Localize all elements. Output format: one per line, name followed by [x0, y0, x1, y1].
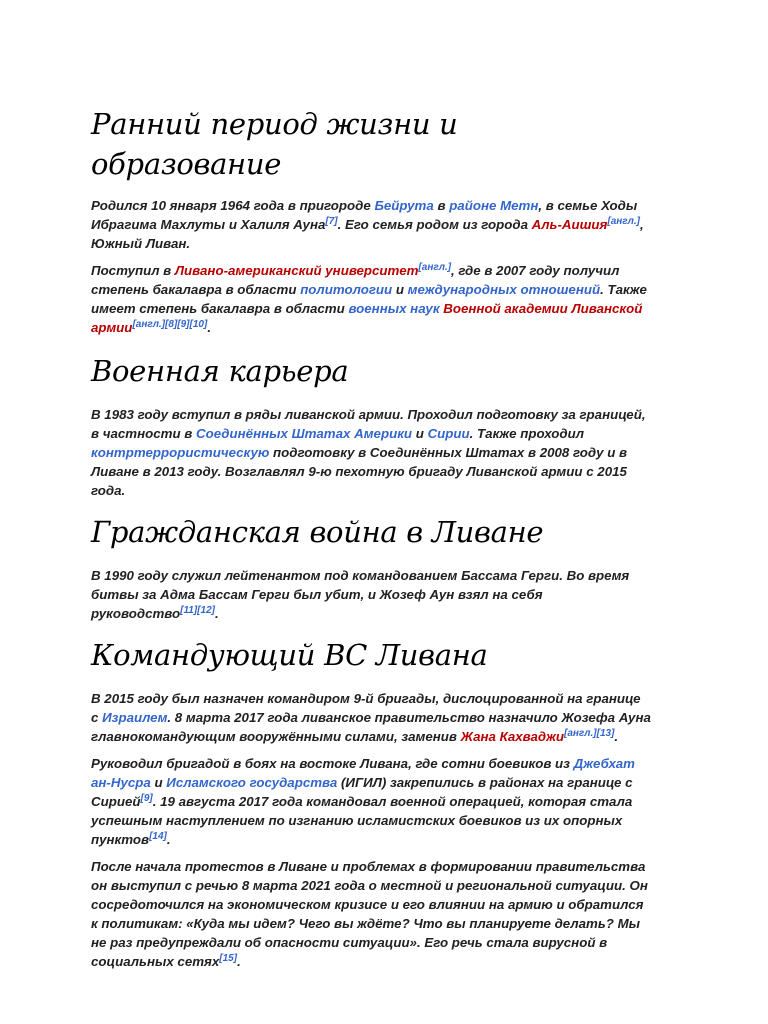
text: , где в 2007 году получил степень бакалавра в области — [91, 263, 620, 297]
text: . Также проходил — [469, 426, 585, 441]
paragraph-commander-speech — [91, 857, 651, 971]
reference-link-engl[interactable]: [англ.] — [132, 319, 166, 330]
link-international-relations[interactable]: международных отношений — [407, 282, 601, 297]
paragraph-commander-appointment — [91, 689, 651, 746]
reference-link-9[interactable]: [9] — [177, 319, 190, 330]
text: и — [392, 282, 408, 297]
reference-link-9[interactable]: [9] — [140, 793, 153, 804]
reference-link-12[interactable]: [12] — [197, 605, 215, 616]
text: Поступил в — [91, 263, 175, 278]
link-beirut[interactable]: Бейрута — [374, 198, 434, 213]
reference-link-13[interactable]: [13] — [596, 728, 615, 739]
reference — [564, 728, 614, 739]
link-israel[interactable]: Израилем — [102, 710, 168, 725]
reference-link-14[interactable]: [14] — [149, 831, 167, 842]
link-united-states[interactable]: Соединённых Штатах Америки — [196, 426, 413, 441]
text: В 2015 году был назначен командиром 9-й бригады, дислоцированной на границе с — [91, 691, 641, 725]
reference-link-15[interactable]: [15] — [219, 953, 238, 964]
text: (ИГИЛ) закрепились в районах на границе с Сирией — [91, 775, 633, 809]
text: . Также имеет степень бакалавра в области — [91, 282, 647, 316]
text: . 8 марта 2017 года ливанское правительство назначило Жозефа Ауна главнокомандующим вооружёнными силами, заменив — [91, 710, 651, 744]
text: и — [150, 775, 167, 790]
reference-link-engl[interactable]: [англ.] — [418, 262, 452, 273]
text: подготовку в Соединённых Штатах в 2008 году и в Ливане в 2013 году. Возглавлял 9-ю пехотную бригаду Ливанской армии с 2015 года. — [91, 445, 628, 498]
section-heading-civil-war: Гражданская война в Ливане — [91, 515, 544, 549]
reference — [325, 216, 337, 227]
link-lebanese-american-university[interactable]: Ливано-американский университет — [174, 263, 419, 278]
paragraph-early-life-education — [91, 261, 651, 337]
text: . — [614, 729, 619, 744]
text: Руководил бригадой в боях на востоке Ливана, где сотни боевиков из — [91, 756, 574, 771]
reference — [132, 319, 207, 330]
text: в — [433, 198, 450, 213]
reference — [418, 262, 451, 273]
text: . Его семья родом из города — [337, 217, 532, 232]
link-jabhat-al-nusra[interactable]: Джебхат ан-Нусра — [91, 756, 635, 790]
reference — [219, 953, 237, 964]
reference-link-engl[interactable]: [англ.] — [607, 216, 640, 227]
text: После начала протестов в Ливане и проблемах в формировании правительства он выступил с речью 8 марта 2021 года о местной и региональной ситуации. Он сосредоточился на экономическом кризисе и его влиянии на армию и обратился к политикам: «Куда мы идем? Чего вы ждёте? Что вы планируете делать? Мы не раз предупреждали об опасности ситуации». Его речь стала вирусной в социальных сетях — [91, 859, 648, 969]
paragraph-military-career — [91, 405, 651, 500]
text: . — [237, 954, 241, 969]
reference-link-7[interactable]: [7] — [325, 216, 338, 227]
reference-link-8[interactable]: [8] — [165, 319, 178, 330]
link-military-science[interactable]: военных наук — [348, 301, 440, 316]
section-heading-military-career: Военная карьера — [91, 354, 349, 388]
link-islamic-state[interactable]: Исламского государства — [166, 775, 338, 790]
text: . — [214, 606, 219, 621]
reference — [141, 793, 153, 804]
reference-link-10[interactable]: [10] — [189, 319, 208, 330]
text: , Южный Ливан. — [91, 217, 644, 251]
reference — [149, 831, 167, 842]
article-body — [91, 104, 651, 971]
paragraph-early-life-birth — [91, 196, 651, 253]
text: В 1983 году вступил в ряды ливанской армии. Проходил подготовку за границей, в частности в — [91, 407, 646, 441]
text: . — [207, 320, 212, 335]
text: Родился 10 января 1964 года в пригороде — [91, 198, 375, 213]
link-political-science[interactable]: политологии — [300, 282, 393, 297]
text: . 19 августа 2017 года командовал военной операцией, которая стала успешным наступлением по изгнанию исламистских боевиков из их опорных пунктов — [91, 794, 633, 847]
reference-link-11[interactable]: [11] — [180, 605, 198, 616]
section-heading-early-life: Ранний период жизни и образование — [91, 107, 458, 181]
section-heading-commander: Командующий ВС Ливана — [91, 638, 488, 672]
link-military-academy[interactable]: Военной академии Ливанской армии — [91, 301, 643, 335]
link-counter-terrorism[interactable]: контртеррористическую — [91, 445, 270, 460]
link-metn-district[interactable]: районе Метн — [449, 198, 539, 213]
reference — [607, 216, 640, 227]
link-al-aishiya[interactable]: Аль-Аишия — [531, 217, 608, 232]
link-syria[interactable]: Сирии — [427, 426, 470, 441]
text: . — [166, 832, 171, 847]
text: , в семье Ходы Ибрагима Махлуты и Халиля Ауна — [91, 198, 638, 232]
paragraph-commander-operations — [91, 754, 651, 849]
paragraph-civil-war — [91, 566, 651, 623]
reference — [180, 605, 215, 616]
reference-link-engl[interactable]: [англ.] — [564, 728, 597, 739]
text: В 1990 году служил лейтенантом под командованием Бассама Герги. Во время битвы за Адма Бассам Герги был убит, и Жозеф Аун взял на себя руководство — [91, 568, 630, 621]
link-jean-kahwaji[interactable]: Жана Кахваджи — [460, 729, 564, 744]
text: и — [412, 426, 428, 441]
